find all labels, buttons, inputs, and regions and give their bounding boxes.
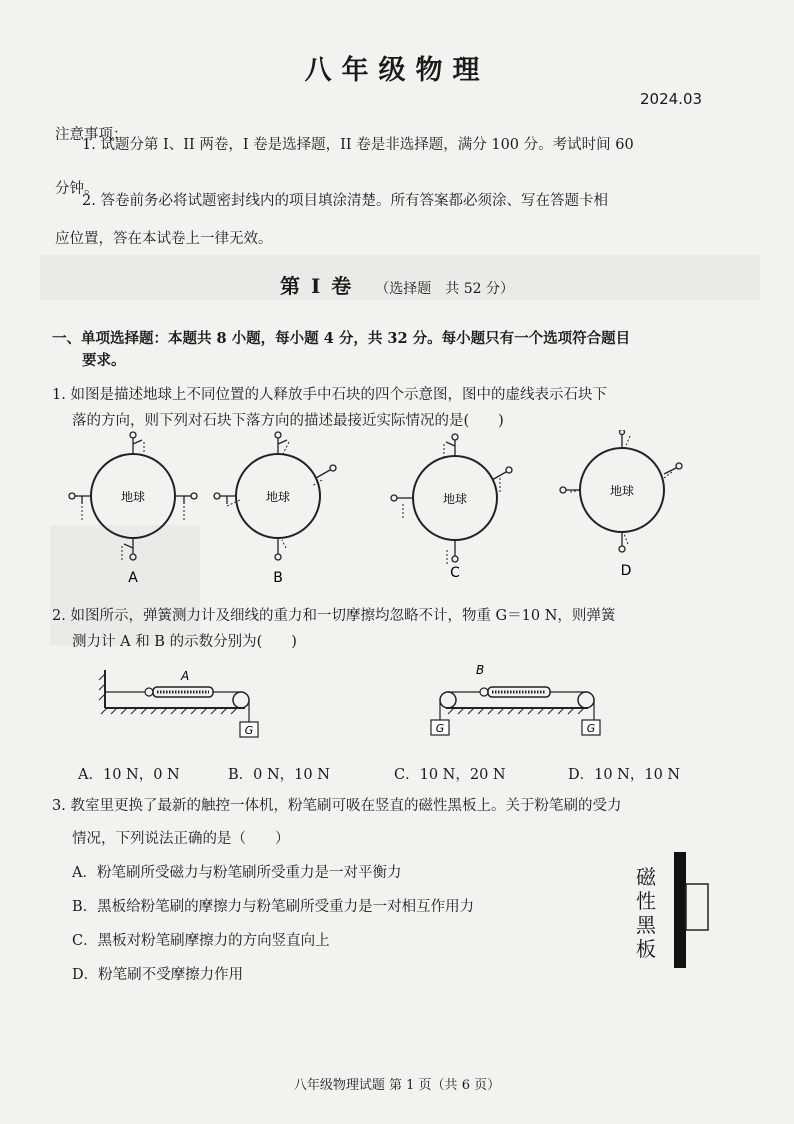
part1-instruction-line2: 要求。 xyxy=(82,352,126,369)
board-label-char: 板 xyxy=(636,937,656,961)
q1-earth-diagrams xyxy=(60,430,700,595)
part1-instruction-line1: 一、单项选择题：本题共 8 小题，每小题 4 分，共 32 分。每小题只有一个选项符合题目 xyxy=(52,330,631,347)
chalk-eraser xyxy=(686,884,708,930)
q3-magnetic-board-figure xyxy=(628,848,718,973)
notice-heading: 注意事项： xyxy=(55,127,128,143)
q3-option-a: A．粉笔刷所受磁力与粉笔刷所受重力是一对平衡力 xyxy=(72,865,402,881)
earth-label: 地球 xyxy=(442,492,468,506)
q2-option-d: D．10 N，10 N xyxy=(568,767,681,783)
notice-item2-line2: 应位置，答在本试卷上一律无效。 xyxy=(55,231,273,247)
option-label-b: B xyxy=(273,570,283,586)
option-label-d: D xyxy=(620,563,632,579)
board-label-char: 黑 xyxy=(636,913,656,937)
earth-diagram-b xyxy=(214,432,336,586)
q2-option-b: B．0 N，10 N xyxy=(228,767,330,783)
earth-diagram-c xyxy=(391,434,512,581)
spring-scale-a xyxy=(153,687,213,697)
option-label-c: C xyxy=(450,565,460,581)
weight-label: G xyxy=(586,722,596,735)
q2-figure-a xyxy=(95,660,265,740)
spring-scale-a-label: A xyxy=(181,669,190,683)
board-label-char: 磁 xyxy=(636,865,656,889)
notice-item2-line1: 2. 答卷前务必将试题密封线内的项目填涂清楚。所有答案都必须涂、写在答题卡相 xyxy=(82,193,608,209)
weight-label: G xyxy=(244,724,254,737)
page-title: 八年级物理 xyxy=(304,55,490,86)
q3-option-b: B．黑板给粉笔刷的摩擦力与粉笔刷所受重力是一对相互作用力 xyxy=(72,899,475,915)
earth-diagram-d xyxy=(560,430,682,579)
earth-label: 地球 xyxy=(120,490,146,504)
q2-option-c: C．10 N，20 N xyxy=(394,767,506,783)
exam-date: 2024.03 xyxy=(640,90,703,108)
weight-label: G xyxy=(435,722,445,735)
earth-diagram-a xyxy=(69,432,197,586)
magnetic-board xyxy=(674,852,686,968)
board-label-char: 性 xyxy=(636,889,656,913)
q3-option-c: C．黑板对粉笔刷摩擦力的方向竖直向上 xyxy=(72,933,330,949)
q1-text-line1: 1. 如图是描述地球上不同位置的人释放手中石块的四个示意图，图中的虚线表示石块下 xyxy=(52,387,607,403)
q3-text-line2: 情况，下列说法正确的是（ ） xyxy=(72,831,290,847)
q2-text-line2: 测力计 A 和 B 的示数分别为( ) xyxy=(72,634,297,650)
option-label-a: A xyxy=(128,570,138,586)
pulley xyxy=(578,692,594,708)
notice-item1-line1: 1. 试题分第 I、II 两卷，I 卷是选择题，II 卷是非选择题，满分 100 分。考试时间 60 xyxy=(82,137,634,153)
earth-label: 地球 xyxy=(265,490,291,504)
q2-text-line1: 2. 如图所示，弹簧测力计及细线的重力和一切摩擦均忽略不计，物重 G＝10 N，则弹簧 xyxy=(52,608,616,624)
pulley xyxy=(440,692,456,708)
q2-figure-b xyxy=(428,660,608,740)
q3-text-line1: 3. 教室里更换了最新的触控一体机，粉笔刷可吸在竖直的磁性黑板上。关于粉笔刷的受力 xyxy=(52,798,622,814)
section-title: 第 I 卷 xyxy=(280,274,354,298)
spring-scale-b-label: B xyxy=(476,663,485,677)
q3-option-d: D．粉笔刷不受摩擦力作用 xyxy=(72,967,244,983)
notice-item1-line2: 分钟。 xyxy=(55,181,99,197)
q1-text-line2: 落的方向，则下列对石块下落方向的描述最接近实际情况的是( ) xyxy=(72,413,504,429)
section-heading xyxy=(0,270,794,299)
section-subtitle: （选择题 共 52 分） xyxy=(375,281,514,297)
q2-option-a: A．10 N，0 N xyxy=(78,767,180,783)
page-footer: 八年级物理试题 第 1 页（共 6 页） xyxy=(293,1078,501,1093)
earth-label: 地球 xyxy=(609,484,635,498)
pulley xyxy=(233,692,249,708)
